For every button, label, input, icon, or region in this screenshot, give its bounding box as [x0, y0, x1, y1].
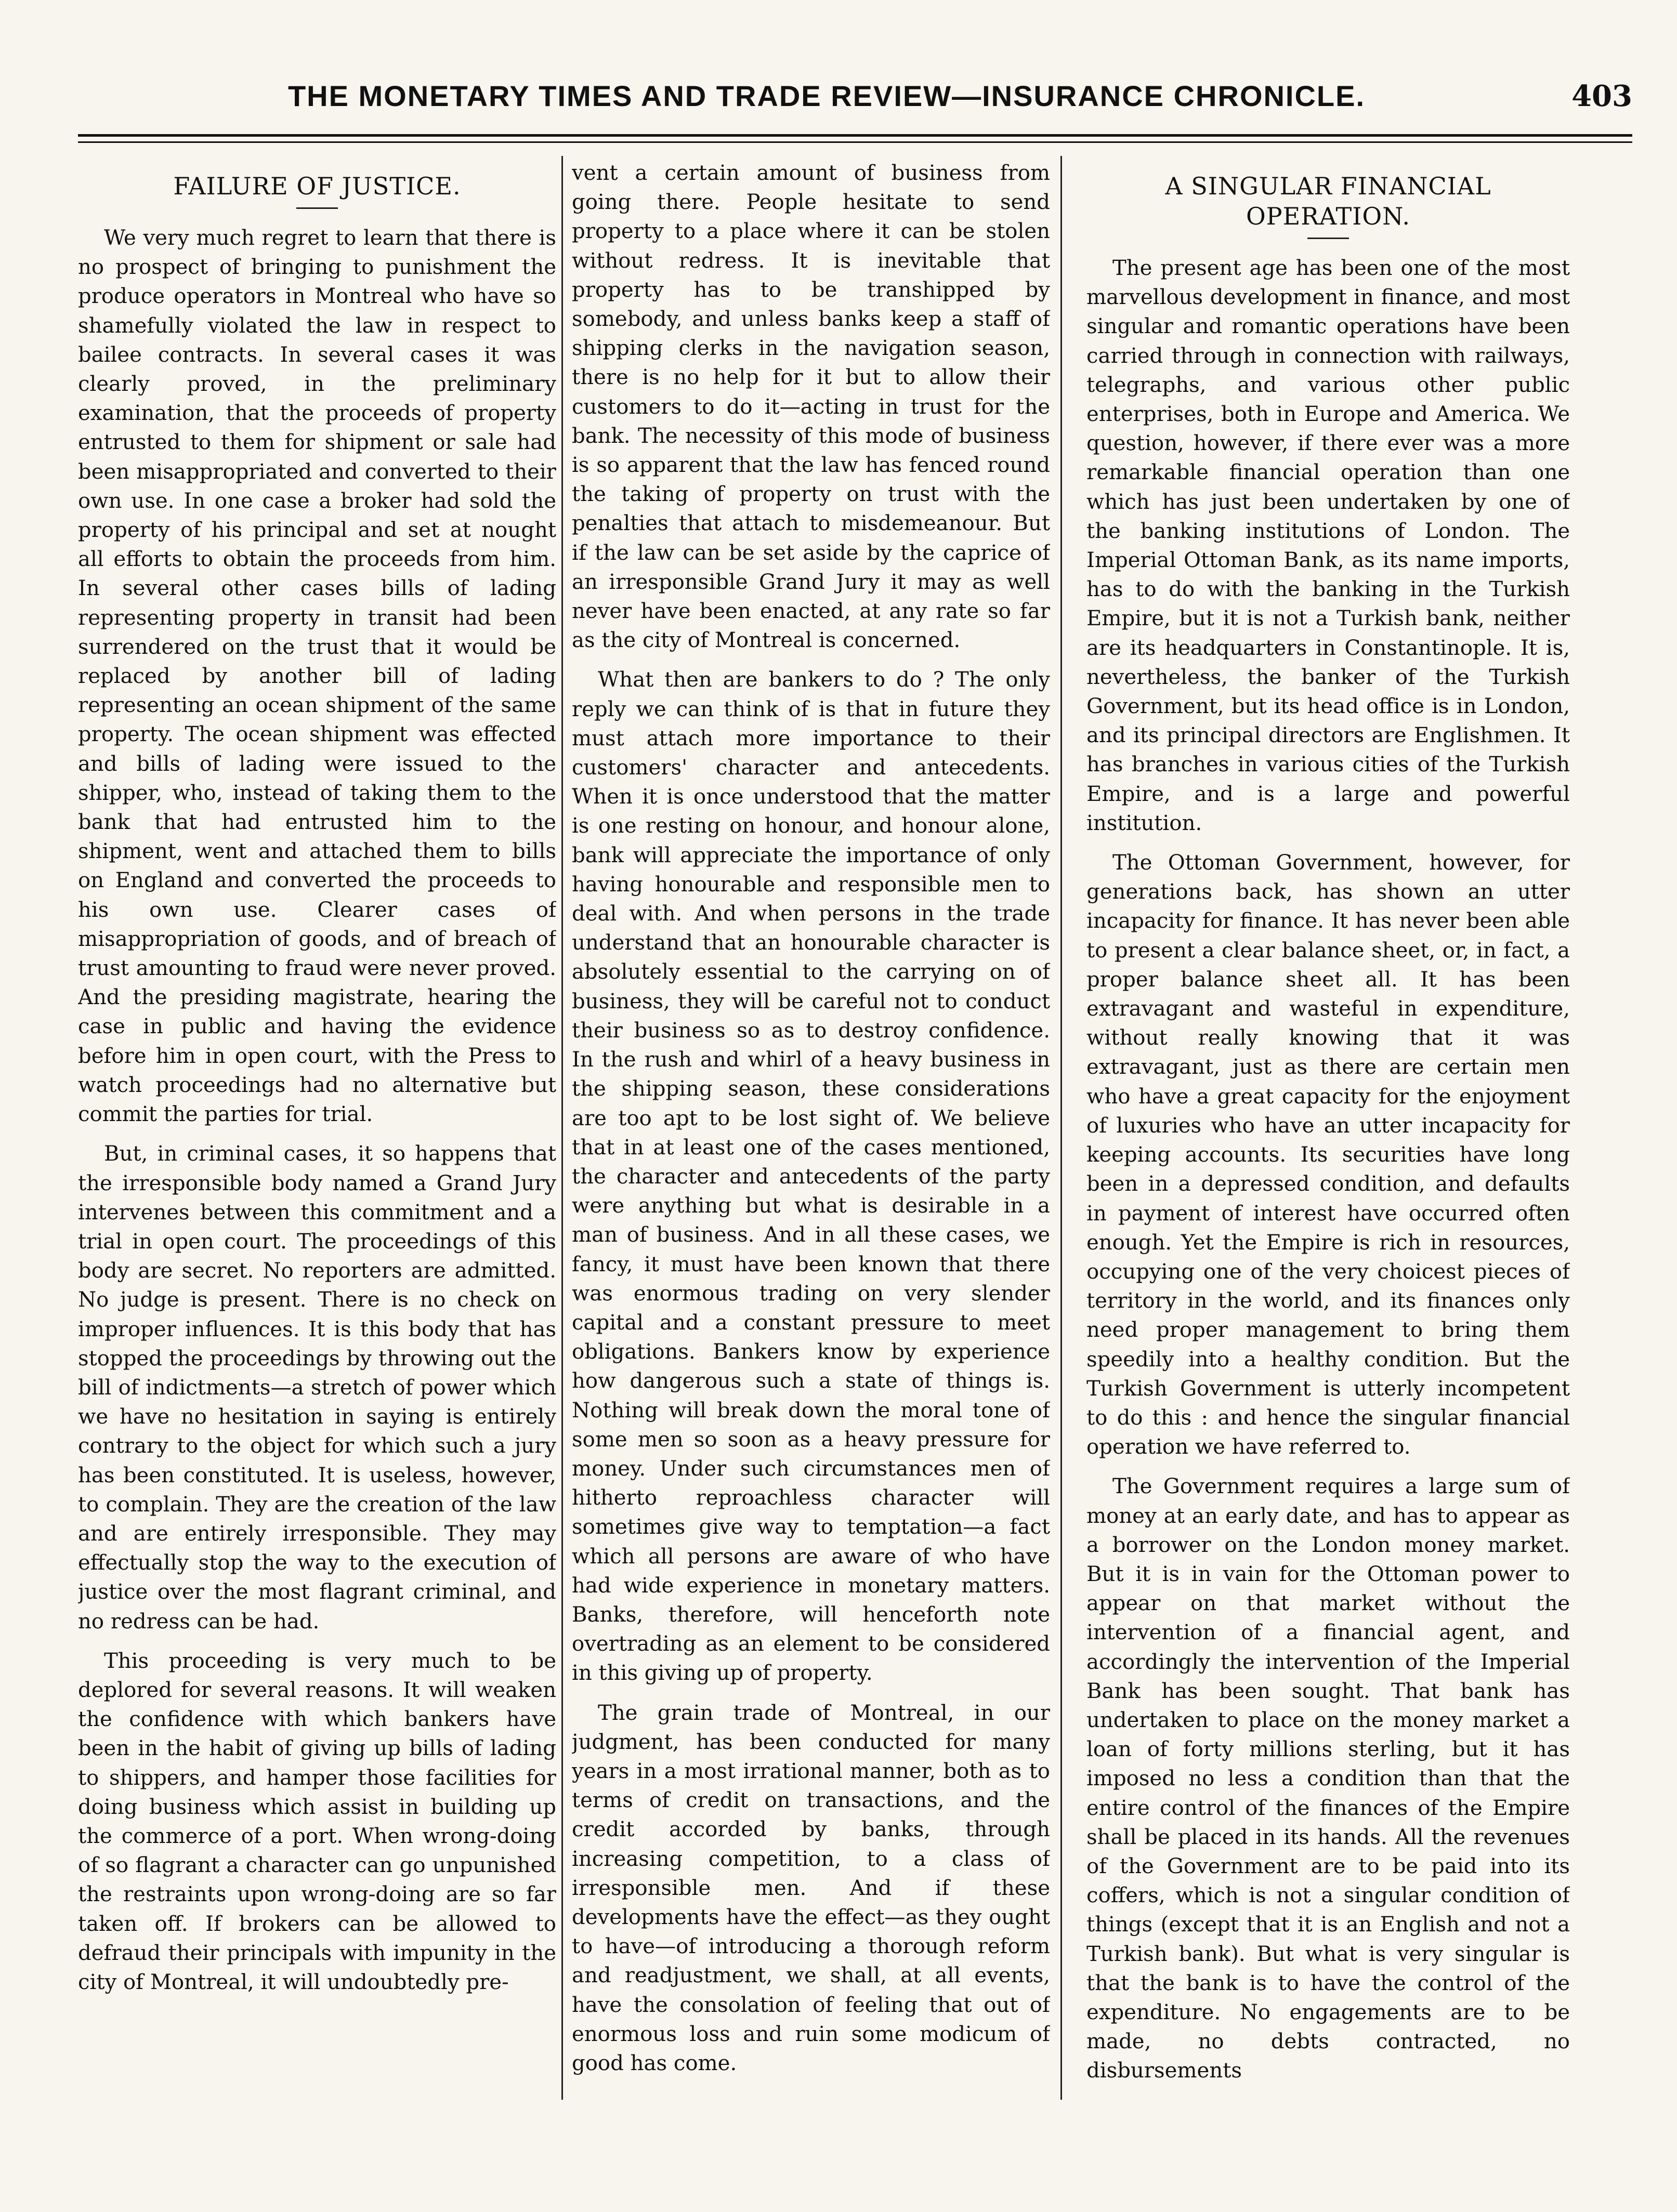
header-rule-thin — [78, 141, 1632, 143]
article-paragraph: This proceeding is very much to be deplored for several reasons. It will weaken the confidence with which bankers have been in the habit of giving up bills of lading to shippers, and hamper those facilities for doing business which assist in building up the commerce of a port. When wrong-doing of so flagrant a character can go unpunished the restraints upon wrong-doing are so far taken off. If brokers can be allowed to defraud their principals with impunity in the city of Montreal, it will undoubtedly pre- — [78, 1649, 556, 1994]
header-rule-thick — [78, 134, 1632, 137]
article-paragraph: We very much regret to learn that there is no prospect of bringing to punishment the produce operators in Montreal who have so shamefully violated the law in respect to bailee contracts. In several cases it was clearly proved, in the preliminary examination, that the proceeds of property entrusted to them for shipment or sale had been misappropriated and converted to their own use. In one case a broker had sold the property of his principal and set at nought all efforts to obtain the proceeds from him. In several other cases bills of lading representing property in transit had been surrendered on the trust that it would be replaced by another bill of lading representing an ocean shipment of the same property. The ocean shipment was effected and bills of lading were issued to the shipper, who, instead of taking them to the bank that had entrusted him to the shipment, went and attached them to bills on England and converted the proceeds to his own use. Clearer cases of misappropriation of goods, and of breach of trust amounting to fraud were never proved. And the presiding magistrate, hearing the case in public and having the evidence before him in open court, with the Press to watch proceedings had no alternative but commit the parties for trial. — [78, 226, 556, 1127]
page-number: 403 — [1571, 79, 1632, 113]
title-rule — [296, 207, 338, 209]
publication-title: THE MONETARY TIMES AND TRADE REVIEW—INSURANCE CHRONICLE. — [287, 80, 1366, 112]
article-paragraph: The Ottoman Government, however, for generations back, has shown an utter incapacity for finance. It has never been able to present a clear balance sheet, or, in fact, a proper balance sheet all. It has been extravagant and wasteful in expenditure, without really knowing that it was extravagant, just as there are certain men who have a great capacity for the enjoyment of luxuries who have an utter incapacity for keeping accounts. Its securities have long been in a depressed condition, and defaults in payment of interest have occurred often enough. Yet the Empire is rich in resources, occupying one of the very choicest pieces of territory in the world, and its finances only need proper management to bring them speedily into a healthy condition. But the Turkish Government is utterly incompetent to do this : and hence the singular financial operation we have referred to. — [1086, 851, 1570, 1459]
page-header — [78, 78, 1632, 114]
article-paragraph: The Government requires a large sum of money at an early date, and has to appear as a borrower on the London money market. But it is in vain for the Ottoman power to appear on that market without the intervention of a financial agent, and accordingly the intervention of the Imperial Bank has been sought. That bank has undertaken to place on the money market a loan of forty millions sterling, but it has imposed no less a condition than that the entire control of the finances of the Empire shall be placed in its hands. All the revenues of the Government are to be paid into its coffers, which is not a singular condition of things (except that it is an English and not a Turkish bank). But what is very singular is that the bank is to have the control of the expenditure. No engagements are to be made, no debts contracted, no disbursements — [1086, 1474, 1570, 2083]
article-paragraph-continued: vent a certain amount of business from going there. People hesitate to send property to a place where it can be stolen without redress. It is inevitable that property has to be transhipped by somebody, and unless banks keep a staff of shipping clerks in the navigation season, there is no help for it but to allow their customers to do it—acting in trust for the bank. The necessity of this mode of business is so apparent that the law has fenced round the taking of property on trust with the penalties that attach to misdemeanour. But if the law can be set aside by the caprice of an irresponsible Grand Jury it may as well never have been enacted, at any rate so far as the city of Montreal is concerned. — [572, 161, 1050, 653]
title-rule — [1307, 238, 1349, 239]
article-paragraph: The grain trade of Montreal, in our judgment, has been conducted for many years in a most irrational manner, both as to terms of credit on transactions, and the credit accorded by banks, through increasing competition, to a class of irresponsible men. And if these developments have the effect—as they ought to have—of introducing a thorough reform and readjustment, we shall, at all events, have the consolation of feeling that out of enormous loss and ruin some modicum of good has come. — [572, 1701, 1050, 2075]
column-2 — [572, 159, 1050, 2092]
article-title-singular-financial-operation: A SINGULAR FINANCIAL OPERATION. — [1165, 172, 1491, 230]
article-paragraph: But, in criminal cases, it so happens that the irresponsible body named a Grand Jury intervenes between this commitment and a trial in open court. The proceedings of this body are secret. No reporters are admitted. No judge is present. There is no check on improper influences. It is this body that has stopped the proceedings by throwing out the bill of indictments—a stretch of power which we have no hesitation in saying is entirely contrary to the object for which such a jury has been constituted. It is useless, however, to complain. They are the creation of the law and are entirely irresponsible. They may effectually stop the way to the execution of justice over the most flagrant criminal, and no redress can be had. — [78, 1142, 556, 1634]
article-title-failure-of-justice: FAILURE OF JUSTICE. — [173, 172, 461, 200]
column-3 — [1086, 159, 1570, 2092]
column-divider — [561, 156, 563, 2100]
article-paragraph: The present age has been one of the most marvellous development in finance, and most singular and romantic operations have been carried through in connection with railways, telegraphs, and various other public enterprises, both in Europe and America. We question, however, if there ever was a more remarkable financial operation than one which has just been undertaken by one of the banking institutions of London. The Imperial Ottoman Bank, as its name imports, has to do with the banking in the Turkish Empire, but it is not a Turkish bank, neither are its headquarters in Constantinople. It is, nevertheless, the banker of the Turkish Government, but its head office is in London, and its principal directors are Englishmen. It has branches in various cities of the Turkish Empire, and is a large and powerful institution. — [1086, 256, 1570, 835]
column-1 — [78, 159, 556, 2092]
article-paragraph: What then are bankers to do ? The only reply we can think of is that in future they must attach more importance to their customers' character and antecedents. When it is once understood that the matter is one resting on honour, and honour alone, bank will appreciate the importance of only having honourable and responsible men to deal with. And when persons in the trade understand that an honourable character is absolutely essential to the carrying on of business, they will be careful not to conduct their business so as to destroy confidence. In the rush and whirl of a heavy business in the shipping season, these considerations are too apt to be lost sight of. We believe that in at least one of the cases mentioned, the character and antecedents of the party were anything but what is desirable in a man of business. And in all these cases, we fancy, it must have been known that there was enormous trading on very slender capital and a constant pressure to meet obligations. Bankers know by experience how dangerous such a state of things is. Nothing will break down the moral tone of some men so soon as a heavy pressure for money. Under such circumstances men of hitherto reproachless character will sometimes give way to temptation—a fact which all persons are aware of who have had wide experience in monetary matters. Banks, therefore, will henceforth note overtrading as an element to be considered in this giving up of property. — [572, 668, 1050, 1686]
column-divider — [1060, 156, 1062, 2100]
